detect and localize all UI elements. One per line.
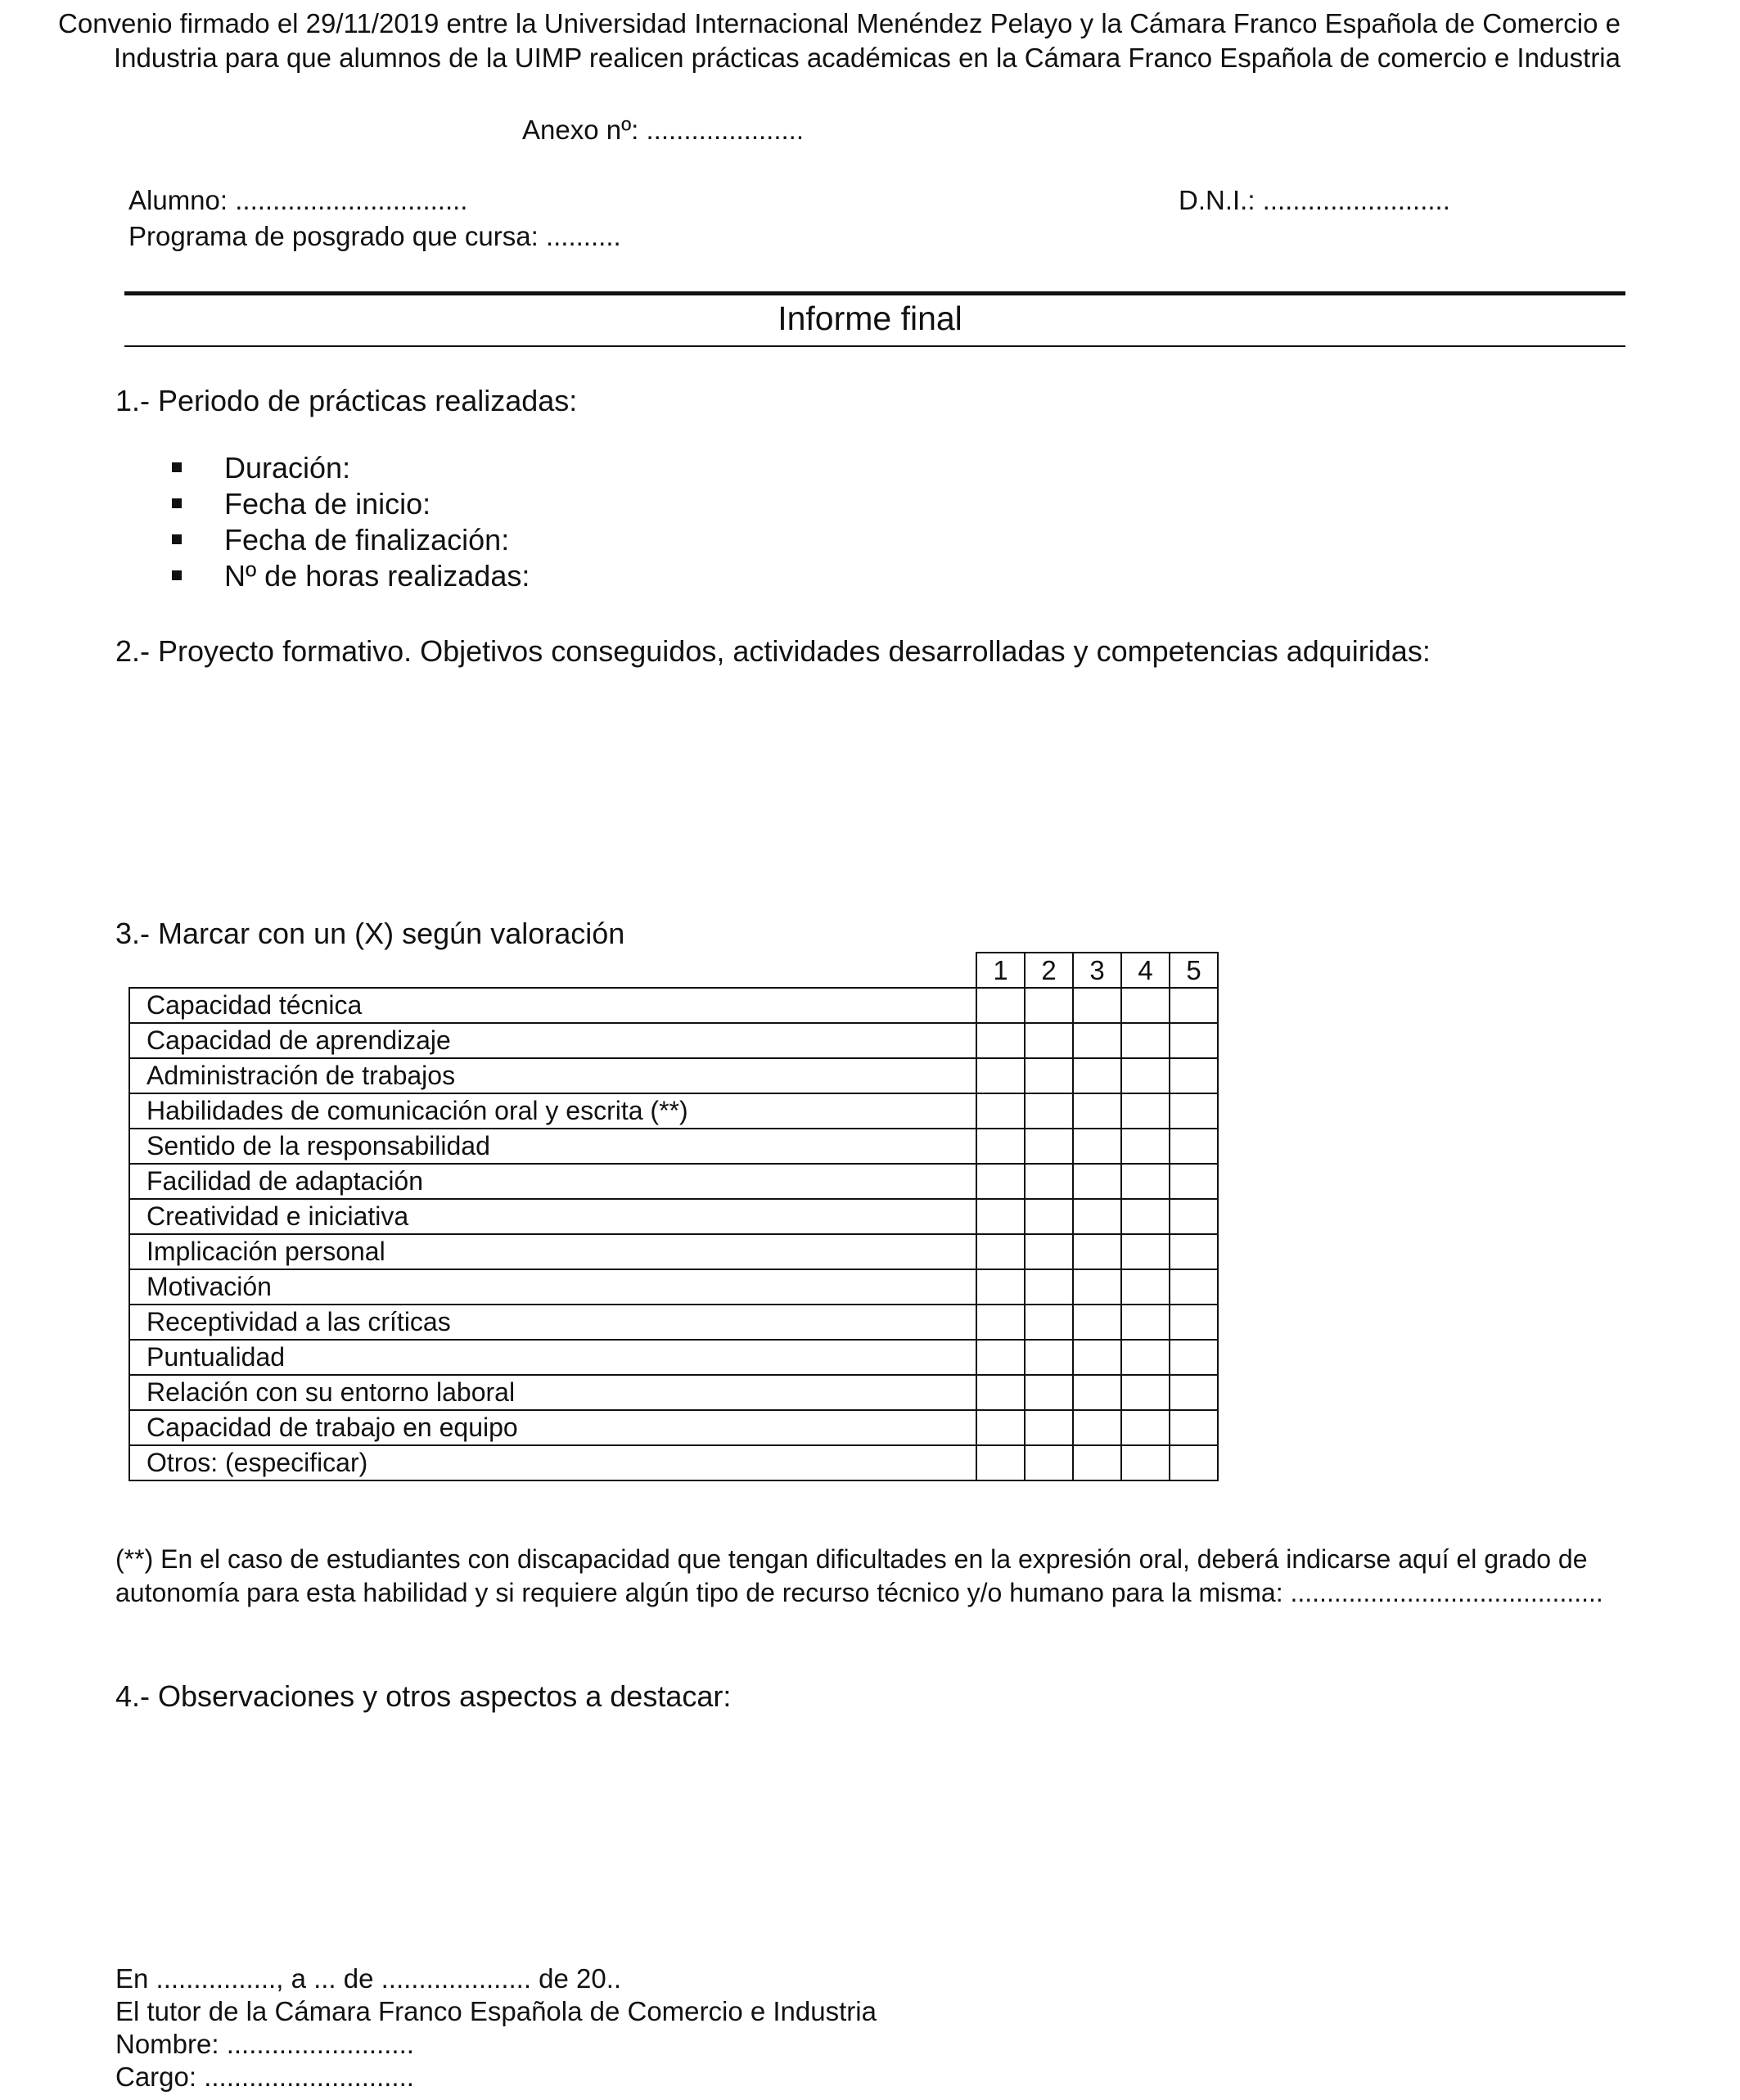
table-row (129, 1129, 1218, 1164)
rating-checkbox-cell[interactable] (1170, 1305, 1218, 1340)
scale-header: 3 (1073, 953, 1121, 988)
table-row (129, 1023, 1218, 1058)
title-top-rule (124, 291, 1625, 295)
rating-checkbox-cell[interactable] (976, 1269, 1025, 1305)
rating-checkbox-cell[interactable] (1025, 1445, 1073, 1480)
rating-checkbox-cell[interactable] (1073, 1093, 1121, 1129)
rating-checkbox-cell[interactable] (1025, 1305, 1073, 1340)
rating-checkbox-cell[interactable] (1073, 1058, 1121, 1093)
rating-checkbox-cell[interactable] (1121, 1410, 1170, 1445)
rating-checkbox-cell[interactable] (1025, 1375, 1073, 1410)
rating-checkbox-cell[interactable] (1073, 1375, 1121, 1410)
rating-checkbox-cell[interactable] (1025, 1269, 1073, 1305)
rating-checkbox-cell[interactable] (976, 988, 1025, 1023)
rating-checkbox-cell[interactable] (1170, 1023, 1218, 1058)
rating-checkbox-cell[interactable] (1025, 1340, 1073, 1375)
rating-checkbox-cell[interactable] (1170, 1445, 1218, 1480)
criterion-label: Relación con su entorno laboral (129, 1375, 976, 1410)
criterion-label: Capacidad de aprendizaje (129, 1023, 976, 1058)
criterion-label: Capacidad de trabajo en equipo (129, 1410, 976, 1445)
rating-checkbox-cell[interactable] (1121, 1445, 1170, 1480)
scale-header: 5 (1170, 953, 1218, 988)
header-spacer (129, 953, 976, 988)
table-row (129, 1375, 1218, 1410)
rating-checkbox-cell[interactable] (1025, 1410, 1073, 1445)
rating-checkbox-cell[interactable] (976, 1093, 1025, 1129)
rating-checkbox-cell[interactable] (976, 1410, 1025, 1445)
rating-checkbox-cell[interactable] (1121, 1129, 1170, 1164)
agreement-header-line-2: Industria para que alumnos de la UIMP realicen prácticas académicas en la Cámara Franco Española de comercio e Industria (113, 43, 1621, 73)
rating-table (128, 952, 1219, 1481)
bullet-square-icon (172, 498, 182, 508)
rating-checkbox-cell[interactable] (1073, 1340, 1121, 1375)
section2-heading: 2.- Proyecto formativo. Objetivos conseguidos, actividades desarrolladas y competencias adquiridas: (115, 634, 1431, 668)
rating-checkbox-cell[interactable] (1025, 1058, 1073, 1093)
rating-checkbox-cell[interactable] (1170, 1410, 1218, 1445)
rating-checkbox-cell[interactable] (1073, 1164, 1121, 1199)
bullet-square-icon (172, 462, 182, 472)
rating-checkbox-cell[interactable] (976, 1305, 1025, 1340)
dni-field: D.N.I.: ......................... (1179, 185, 1450, 215)
rating-checkbox-cell[interactable] (976, 1445, 1025, 1480)
scale-header: 2 (1025, 953, 1073, 988)
criterion-label: Implicación personal (129, 1234, 976, 1269)
list-item: Fecha de finalización: (172, 522, 530, 558)
rating-checkbox-cell[interactable] (1121, 1023, 1170, 1058)
rating-checkbox-cell[interactable] (1170, 1375, 1218, 1410)
rating-checkbox-cell[interactable] (1025, 1199, 1073, 1234)
rating-checkbox-cell[interactable] (1170, 1164, 1218, 1199)
rating-checkbox-cell[interactable] (1073, 1410, 1121, 1445)
criterion-label: Receptividad a las críticas (129, 1305, 976, 1340)
rating-checkbox-cell[interactable] (976, 1375, 1025, 1410)
criterion-label: Motivación (129, 1269, 976, 1305)
criterion-label: Administración de trabajos (129, 1058, 976, 1093)
criterion-label: Otros: (especificar) (129, 1445, 976, 1480)
table-row (129, 988, 1218, 1023)
table-row (129, 1234, 1218, 1269)
rating-checkbox-cell[interactable] (976, 1129, 1025, 1164)
alumno-field: Alumno: ............................... (128, 185, 468, 215)
rating-checkbox-cell[interactable] (1073, 1305, 1121, 1340)
rating-checkbox-cell[interactable] (1121, 988, 1170, 1023)
rating-checkbox-cell[interactable] (1170, 1058, 1218, 1093)
place-date-line: En ................, a ... de .................... de 20.. (115, 1963, 622, 1994)
scale-header: 1 (976, 953, 1025, 988)
rating-checkbox-cell[interactable] (1170, 1199, 1218, 1234)
table-row (129, 1305, 1218, 1340)
rating-checkbox-cell[interactable] (976, 1023, 1025, 1058)
rating-checkbox-cell[interactable] (1025, 988, 1073, 1023)
nombre-field: Nombre: ......................... (115, 2029, 414, 2059)
rating-checkbox-cell[interactable] (1073, 1199, 1121, 1234)
rating-checkbox-cell[interactable] (1073, 1023, 1121, 1058)
table-row (129, 1164, 1218, 1199)
table-row (129, 1269, 1218, 1305)
table-row (129, 1199, 1218, 1234)
scale-header: 4 (1121, 953, 1170, 988)
rating-checkbox-cell[interactable] (1025, 1234, 1073, 1269)
rating-checkbox-cell[interactable] (1073, 988, 1121, 1023)
table-row (129, 1340, 1218, 1375)
agreement-header-line-1: Convenio firmado el 29/11/2019 entre la Universidad Internacional Menéndez Pelayo y la Cámara Franco Española de Comercio e (58, 8, 1621, 38)
rating-checkbox-cell[interactable] (1025, 1164, 1073, 1199)
rating-checkbox-cell[interactable] (1073, 1129, 1121, 1164)
rating-checkbox-cell[interactable] (1121, 1269, 1170, 1305)
criterion-label: Creatividad e iniciativa (129, 1199, 976, 1234)
rating-checkbox-cell[interactable] (1073, 1269, 1121, 1305)
title-bottom-rule (124, 345, 1625, 347)
rating-checkbox-cell[interactable] (976, 1340, 1025, 1375)
rating-checkbox-cell[interactable] (1170, 1093, 1218, 1129)
rating-checkbox-cell[interactable] (1025, 1129, 1073, 1164)
criterion-label: Sentido de la responsabilidad (129, 1129, 976, 1164)
rating-checkbox-cell[interactable] (976, 1234, 1025, 1269)
rating-checkbox-cell[interactable] (1121, 1058, 1170, 1093)
criterion-label: Capacidad técnica (129, 988, 976, 1023)
section4-heading: 4.- Observaciones y otros aspectos a destacar: (115, 1679, 732, 1713)
disability-footnote: (**) En el caso de estudiantes con discapacidad que tengan dificultades en la expresión oral, deberá indicarse aquí el grado de autonomía para esta habilidad y si requiere algún tipo de recurso técnico y/o humano para la misma: ........................................... (115, 1544, 1603, 1607)
rating-checkbox-cell[interactable] (1121, 1199, 1170, 1234)
rating-scale-row (129, 953, 1218, 988)
rating-checkbox-cell[interactable] (1170, 1234, 1218, 1269)
rating-checkbox-cell[interactable] (1170, 1340, 1218, 1375)
rating-checkbox-cell[interactable] (1121, 1305, 1170, 1340)
criterion-label: Puntualidad (129, 1340, 976, 1375)
table-row (129, 1058, 1218, 1093)
rating-checkbox-cell[interactable] (1170, 988, 1218, 1023)
rating-checkbox-cell[interactable] (976, 1058, 1025, 1093)
anexo-field: Anexo nº: ..................... (522, 115, 805, 145)
table-row (129, 1410, 1218, 1445)
table-row (129, 1445, 1218, 1480)
bullet-square-icon (172, 534, 182, 544)
rating-checkbox-cell[interactable] (1121, 1234, 1170, 1269)
rating-checkbox-cell[interactable] (1073, 1234, 1121, 1269)
programa-field: Programa de posgrado que cursa: .......... (128, 221, 621, 251)
rating-checkbox-cell[interactable] (1121, 1375, 1170, 1410)
cargo-field: Cargo: ............................ (115, 2062, 414, 2092)
rating-checkbox-cell[interactable] (1121, 1164, 1170, 1199)
list-item: Nº de horas realizadas: (172, 558, 530, 594)
rating-checkbox-cell[interactable] (1121, 1093, 1170, 1129)
table-row (129, 1093, 1218, 1129)
tutor-line: El tutor de la Cámara Franco Española de Comercio e Industria (115, 1996, 877, 2026)
rating-checkbox-cell[interactable] (976, 1199, 1025, 1234)
period-list (172, 450, 530, 594)
page-title: Informe final (778, 300, 962, 337)
section1-heading: 1.- Periodo de prácticas realizadas: (115, 384, 578, 417)
section3-heading: 3.- Marcar con un (X) según valoración (115, 917, 625, 950)
rating-checkbox-cell[interactable] (1170, 1129, 1218, 1164)
list-item: Fecha de inicio: (172, 486, 530, 522)
criterion-label: Facilidad de adaptación (129, 1164, 976, 1199)
rating-checkbox-cell[interactable] (1073, 1445, 1121, 1480)
criterion-label: Habilidades de comunicación oral y escrita (**) (129, 1093, 976, 1129)
rating-checkbox-cell[interactable] (1170, 1269, 1218, 1305)
bullet-square-icon (172, 570, 182, 580)
rating-checkbox-cell[interactable] (1025, 1023, 1073, 1058)
rating-checkbox-cell[interactable] (976, 1164, 1025, 1199)
rating-checkbox-cell[interactable] (1121, 1340, 1170, 1375)
rating-table-body (129, 988, 1218, 1480)
rating-checkbox-cell[interactable] (1025, 1093, 1073, 1129)
list-item: Duración: (172, 450, 530, 486)
